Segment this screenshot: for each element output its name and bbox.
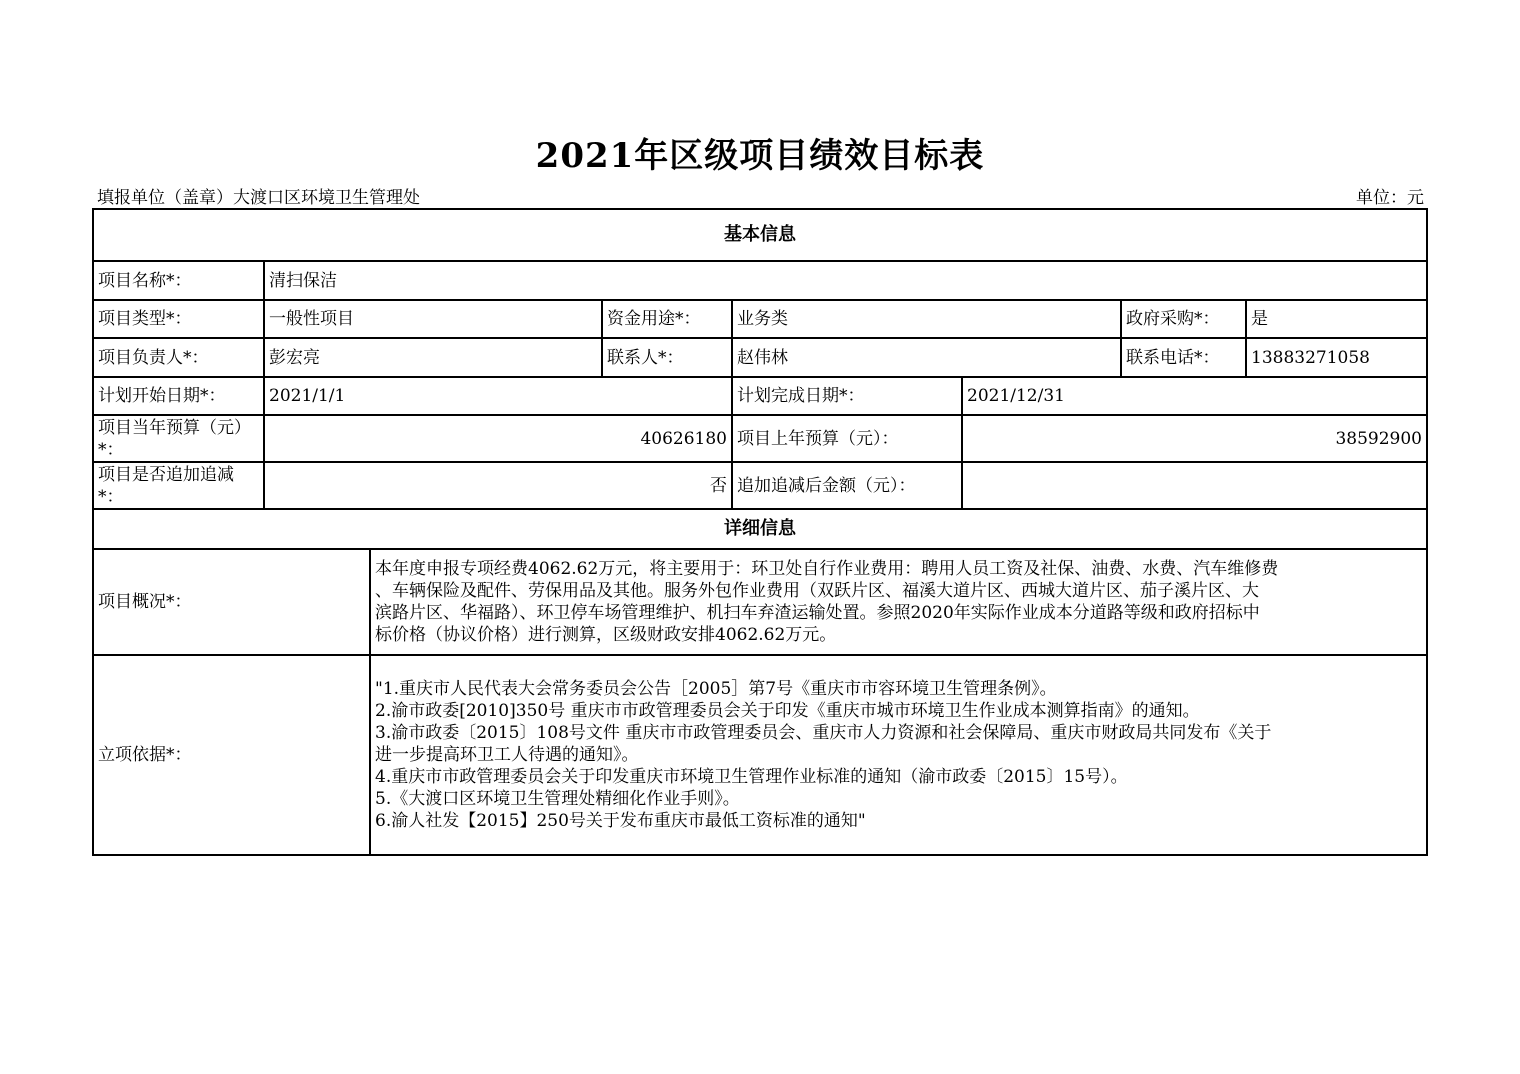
- detail-info-header: 详细信息: [93, 509, 1427, 549]
- project-basis-label: 立项依据*：: [93, 655, 370, 855]
- basis-line: 4.重庆市市政管理委员会关于印发重庆市环境卫生管理作业标准的通知（渝市政委〔2015〕15号）。: [375, 767, 1128, 787]
- plan-end-label: 计划完成日期*：: [732, 377, 962, 415]
- project-leader-value: 彭宏亮: [264, 338, 602, 377]
- overview-line: 标价格（协议价格）进行测算，区级财政安排4062.62万元。: [375, 625, 837, 645]
- basic-info-header: 基本信息: [93, 209, 1427, 261]
- contact-person-value: 赵伟林: [732, 338, 1121, 377]
- filling-unit: 填报单位（盖章）大渡口区环境卫生管理处: [97, 188, 420, 208]
- project-leader-label: 项目负责人*：: [93, 338, 264, 377]
- previous-budget-label: 项目上年预算（元）：: [732, 415, 962, 462]
- project-type-label: 项目类型*：: [93, 300, 264, 338]
- overview-line: 、车辆保险及配件、劳保用品及其他。服务外包作业费用（双跃片区、福溪大道片区、西城大道片区、茄子溪片区、大: [375, 581, 1259, 601]
- overview-line: 滨路片区、华福路）、环卫停车场管理维护、机扫车弃渣运输处置。参照2020年实际作业成本分道路等级和政府招标中: [375, 603, 1260, 623]
- adjusted-amount-value: [962, 462, 1427, 509]
- plan-start-label: 计划开始日期*：: [93, 377, 264, 415]
- project-name-value: 清扫保洁: [264, 261, 1427, 300]
- gov-procurement-label: 政府采购*：: [1121, 300, 1246, 338]
- currency-unit: 单位：元: [1356, 188, 1424, 208]
- overview-line: 本年度申报专项经费4062.62万元，将主要用于：环卫处自行作业费用：聘用人员工资及社保、油费、水费、汽车维修费: [375, 559, 1279, 579]
- project-basis-text: [370, 655, 1427, 855]
- page-title: 2021年区级项目绩效目标表: [535, 136, 985, 176]
- basis-line: 进一步提高环卫工人待遇的通知》。: [375, 745, 639, 765]
- current-budget-label: 项目当年预算（元）*：: [93, 415, 264, 462]
- adjustment-value: 否: [264, 462, 732, 509]
- gov-procurement-value: 是: [1246, 300, 1427, 338]
- previous-budget-value: 38592900: [962, 415, 1427, 462]
- basis-line: 6.渝人社发【2015】250号关于发布重庆市最低工资标准的通知": [375, 811, 866, 831]
- plan-end-value: 2021/12/31: [962, 377, 1427, 415]
- contact-phone-value: 13883271058: [1246, 338, 1427, 377]
- contact-person-label: 联系人*：: [602, 338, 732, 377]
- basis-line: "1.重庆市人民代表大会常务委员会公告［2005］第7号《重庆市市容环境卫生管理条例》。: [375, 679, 1057, 699]
- basis-line: 3.渝市政委〔2015〕108号文件 重庆市市政管理委员会、重庆市人力资源和社会保障局、重庆市财政局共同发布《关于: [375, 723, 1272, 743]
- performance-target-table: [92, 208, 1428, 856]
- basis-line: 5.《大渡口区环境卫生管理处精细化作业手则》。: [375, 789, 740, 809]
- adjustment-label: 项目是否追加追减*：: [93, 462, 264, 509]
- fund-use-value: 业务类: [732, 300, 1121, 338]
- plan-start-value: 2021/1/1: [264, 377, 732, 415]
- project-name-label: 项目名称*：: [93, 261, 264, 300]
- fund-use-label: 资金用途*：: [602, 300, 732, 338]
- basis-line: 2.渝市政委[2010]350号 重庆市市政管理委员会关于印发《重庆市城市环境卫生作业成本测算指南》的通知。: [375, 701, 1200, 721]
- project-overview-text: [370, 549, 1427, 655]
- project-type-value: 一般性项目: [264, 300, 602, 338]
- current-budget-value: 40626180: [264, 415, 732, 462]
- adjusted-amount-label: 追加追减后金额（元）：: [732, 462, 962, 509]
- contact-phone-label: 联系电话*：: [1121, 338, 1246, 377]
- project-overview-label: 项目概况*：: [93, 549, 370, 655]
